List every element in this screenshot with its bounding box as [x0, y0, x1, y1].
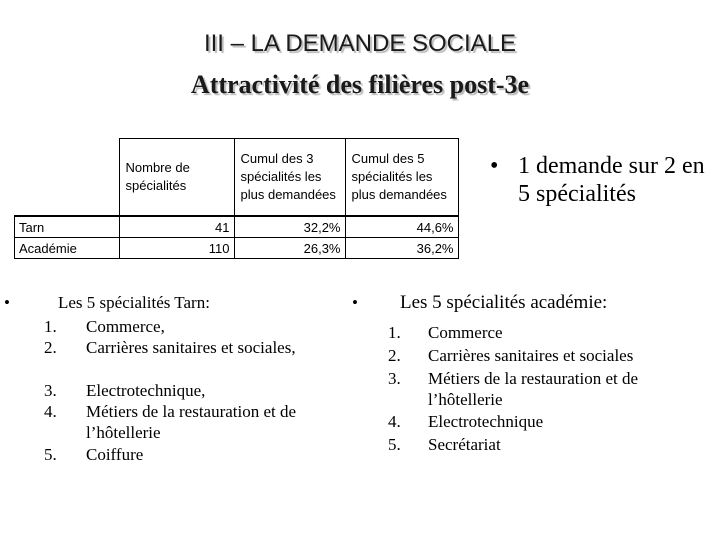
cell-academie-top3: 26,3% [234, 238, 345, 259]
list-item-number: 3. [44, 381, 57, 400]
column-header-count: Nombre de spécialités [119, 139, 234, 217]
row-label-tarn: Tarn [15, 216, 120, 238]
list-item-number: 4. [44, 402, 57, 421]
column-header-top3: Cumul des 3 spécialités les plus demandées [234, 139, 345, 217]
academie-list-heading: Les 5 spécialités académie: [400, 292, 608, 313]
cell-tarn-top5: 44,6% [345, 216, 458, 238]
row-label-academie: Académie [15, 238, 120, 259]
cell-academie-count: 110 [119, 238, 234, 259]
bullet-icon: • [352, 293, 358, 312]
tarn-list-heading: Les 5 spécialités Tarn: [58, 293, 210, 312]
list-item-number: 1. [388, 323, 401, 342]
list-item-text: Métiers de la restauration et de l’hôtellerie [86, 402, 297, 442]
list-item-text: Coiffure [86, 445, 144, 464]
list-item-text: Carrières sanitaires et sociales [428, 346, 634, 365]
cell-academie-top5: 36,2% [345, 238, 458, 259]
list-item-number: 5. [388, 435, 401, 454]
section-title: III – LA DEMANDE SOCIALE [203, 30, 517, 57]
list-item-number: 2. [388, 346, 401, 365]
cell-tarn-count: 41 [119, 216, 234, 238]
list-item-text: Electrotechnique [428, 412, 544, 431]
column-header-top5: Cumul des 5 spécialités les plus demandées [345, 139, 458, 217]
page-title: Attractivité des filières post-3e [190, 70, 530, 99]
highlight-text: 1 demande sur 2 en 5 spécialités [518, 153, 705, 207]
list-item-number: 5. [44, 445, 57, 464]
list-item-text: Métiers de la restauration et de l’hôtellerie [428, 369, 639, 409]
table-row [15, 238, 459, 259]
table-row [15, 216, 459, 238]
list-item-text: Electrotechnique, [86, 381, 206, 400]
table-header-row [15, 139, 459, 217]
cell-tarn-top3: 32,2% [234, 216, 345, 238]
list-item-number: 1. [44, 317, 57, 336]
list-item-number: 2. [44, 338, 57, 357]
list-item-text: Carrières sanitaires et sociales, [86, 338, 296, 357]
list-item-number: 4. [388, 412, 401, 431]
list-item-text: Commerce [428, 323, 503, 342]
list-item-text: Commerce, [86, 317, 165, 336]
list-item-text: Secrétariat [428, 435, 501, 454]
statistics-table [14, 138, 459, 259]
bullet-icon: • [4, 293, 10, 312]
list-item-number: 3. [388, 369, 401, 388]
bullet-icon: • [490, 153, 499, 179]
table-corner-cell [15, 139, 120, 217]
